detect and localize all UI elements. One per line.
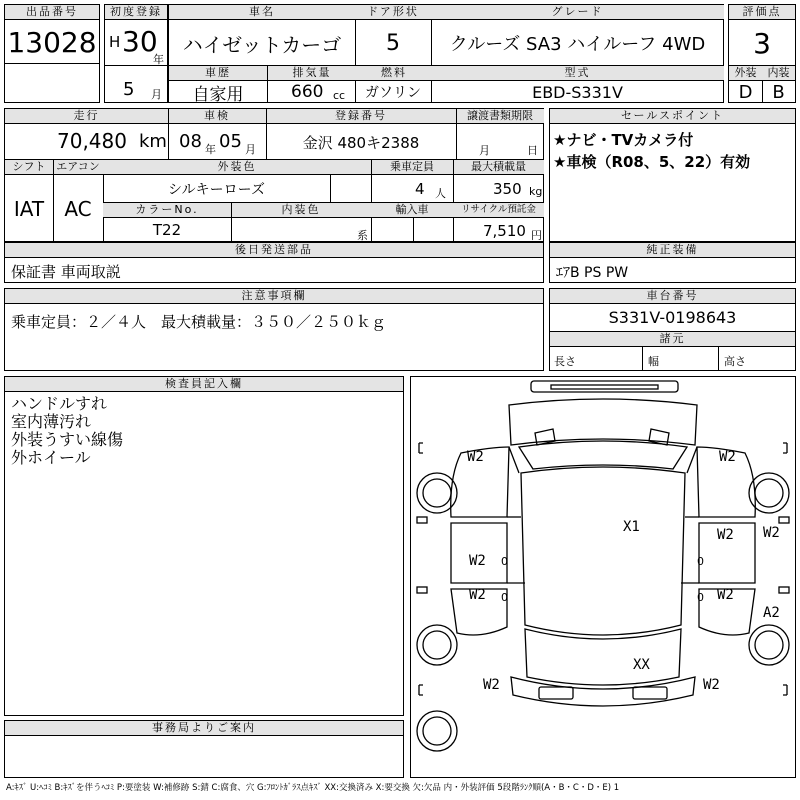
shift-label: シフト xyxy=(5,160,53,175)
capacity: 4 xyxy=(415,180,425,198)
door-count: 5 xyxy=(386,30,400,56)
legend: A:ｷｽﾞ U:ﾍｺﾐ B:ｷｽﾞを伴うﾍｺﾐ P:要塗装 W:補修跡 S:錆 C:腐食、穴 G:ﾌﾛﾝﾄｶﾞﾗｽ点ｷｽﾞ XX:交換済み X:要交換 欠:欠品 内・外装評価 5段階ﾗﾝｸ順(A・B・C・D・E) 1 xyxy=(6,783,620,793)
inspector-box xyxy=(4,376,404,716)
caution-value: 乗車定員：２／４人 最大積載量：３５０／２５０ｋｇ xyxy=(11,313,387,331)
max-load-unit: kg xyxy=(529,185,543,198)
inspector-note-3: 外装うすい線傷 xyxy=(11,430,124,449)
parts-value: 保証書 車両取説 xyxy=(11,263,121,281)
inspector-note-2: 室内薄汚れ xyxy=(11,412,92,431)
fr-wheel-mark: W2 xyxy=(719,449,736,465)
model-code: EBD-S331V xyxy=(532,82,623,102)
reg-month: 5 xyxy=(123,79,135,100)
grade: クルーズ SA3 ハイルーフ 4WD xyxy=(449,34,706,55)
score: 3 xyxy=(753,26,771,60)
transfer-label: 譲渡書類期限 xyxy=(456,109,544,124)
car-outline xyxy=(411,377,795,777)
int-grade: B xyxy=(772,81,785,103)
mileage: 70,480 xyxy=(57,129,127,153)
inspect-month: 05 xyxy=(219,131,242,152)
score-label: 評価点 xyxy=(729,5,795,20)
lot-number-box xyxy=(4,4,100,103)
lot-number-label: 出品番号 xyxy=(5,5,99,20)
transfer-day-unit: 日 xyxy=(527,144,538,157)
reg-month-unit: 月 xyxy=(151,88,162,101)
model-label: 型式 xyxy=(431,66,724,81)
width-label: 幅 xyxy=(648,355,659,368)
office-label: 事務局よりご案内 xyxy=(5,721,403,736)
grade-label: グレード xyxy=(431,5,724,20)
int-label: 内装 xyxy=(762,66,795,81)
recycle-label: リサイクル預託金 xyxy=(453,203,544,218)
car-name: ハイゼットカーゴ xyxy=(182,32,342,57)
door-label: ドア形状 xyxy=(355,5,431,20)
left-small-mark-1: 0 xyxy=(501,555,508,568)
height-label: 高さ xyxy=(724,355,746,368)
history: 自家用 xyxy=(192,84,244,105)
office-box xyxy=(4,720,404,778)
roof-mark: X1 xyxy=(623,519,640,535)
dims-label: 諸元 xyxy=(550,332,795,347)
caution-box xyxy=(4,288,544,371)
parts-box xyxy=(4,242,544,283)
import-label: 輸入車 xyxy=(371,203,453,218)
rear-left-door-mark: W2 xyxy=(469,587,486,603)
air-conditioner: AC xyxy=(64,196,92,221)
rear-right-door-mark: W2 xyxy=(717,587,734,603)
sales-point-label: セールスポイント xyxy=(550,109,795,124)
right-side-upper-mark: W2 xyxy=(763,525,780,541)
chassis-label: 車台番号 xyxy=(550,289,795,304)
inspect-month-unit: 月 xyxy=(245,143,256,156)
sales-point-line-1: ★ナビ・TVカメラ付 xyxy=(553,131,694,149)
equipment-box xyxy=(549,242,796,283)
sales-point-box xyxy=(549,108,796,242)
max-load: 350 xyxy=(493,180,522,198)
plate-number: 金沢 480キ2388 xyxy=(302,133,420,152)
reg-year: 30 xyxy=(122,25,158,58)
chassis-number: S331V-0198643 xyxy=(608,308,737,327)
length-label: 長さ xyxy=(554,355,576,368)
color-label: 外装色 xyxy=(103,160,371,175)
recycle-fee: 7,510 xyxy=(483,222,526,240)
fuel-label: 燃料 xyxy=(357,66,431,81)
fl-wheel-mark: W2 xyxy=(467,449,484,465)
chassis-box xyxy=(549,288,796,371)
ext-label: 外装 xyxy=(729,66,762,81)
transfer-month-unit: 月 xyxy=(479,144,490,157)
inspector-note-4: 外ホイール xyxy=(11,448,91,467)
car-diagram xyxy=(410,376,796,778)
disp-label: 排気量 xyxy=(267,66,357,81)
details-block xyxy=(4,108,544,242)
first-reg-label: 初度登録 xyxy=(105,5,167,20)
displacement: 660 xyxy=(291,82,324,102)
right-side-lower-mark: A2 xyxy=(763,605,780,621)
capacity-unit: 人 xyxy=(435,187,446,200)
right-small-mark-2: 0 xyxy=(697,591,704,604)
plate-label: 登録番号 xyxy=(266,109,456,124)
front-left-door-mark: W2 xyxy=(469,553,486,569)
sales-point-line-2: ★車検（R08、5、22）有効 xyxy=(553,153,751,171)
disp-unit: cc xyxy=(333,89,346,102)
caution-label: 注意事項欄 xyxy=(5,289,543,304)
inspector-label: 検査員記入欄 xyxy=(5,377,403,392)
left-small-mark-2: 0 xyxy=(501,591,508,604)
parts-label: 後日発送部品 xyxy=(5,243,543,258)
int-color-label: 内装色 xyxy=(231,203,371,218)
equipment-value: ｴｱB PS PW xyxy=(556,265,629,281)
recycle-fee-unit: 円 xyxy=(531,229,542,242)
mileage-unit: km xyxy=(139,131,167,152)
ac-label: エアコン xyxy=(53,160,103,175)
load-label: 最大積載量 xyxy=(453,160,544,175)
equipment-label: 純正装備 xyxy=(550,243,795,258)
color-no-label: カラーNo. xyxy=(103,203,231,218)
era-prefix: H xyxy=(109,33,121,51)
car-name-label: 車名 xyxy=(169,5,355,20)
inspect-year: 08 xyxy=(179,131,202,152)
reg-year-unit: 年 xyxy=(153,53,164,66)
right-small-mark-1: 0 xyxy=(697,555,704,568)
lot-number: 13028 xyxy=(7,25,97,59)
int-color-unit: 系 xyxy=(357,229,368,242)
rl-wheel-mark: W2 xyxy=(483,677,500,693)
capacity-label: 乗車定員 xyxy=(371,160,453,175)
name-block xyxy=(168,4,724,103)
header-block xyxy=(4,4,796,103)
color-number: T22 xyxy=(152,221,182,239)
rear-mark: XX xyxy=(633,657,650,673)
inspector-notes xyxy=(11,395,123,467)
first-reg-box xyxy=(104,4,168,103)
ext-grade: D xyxy=(738,81,753,103)
inspect-year-unit: 年 xyxy=(205,143,216,156)
score-box xyxy=(728,4,796,103)
front-right-door-mark: W2 xyxy=(717,527,734,543)
exterior-color: シルキーローズ xyxy=(168,181,265,198)
history-label: 車歴 xyxy=(169,66,267,81)
inspect-label: 車検 xyxy=(168,109,266,124)
inspector-note-1: ハンドルすれ xyxy=(11,394,108,413)
mileage-label: 走行 xyxy=(5,109,168,124)
rr-wheel-mark: W2 xyxy=(703,677,720,693)
shift: IAT xyxy=(13,196,45,221)
fuel: ガソリン xyxy=(365,85,421,101)
